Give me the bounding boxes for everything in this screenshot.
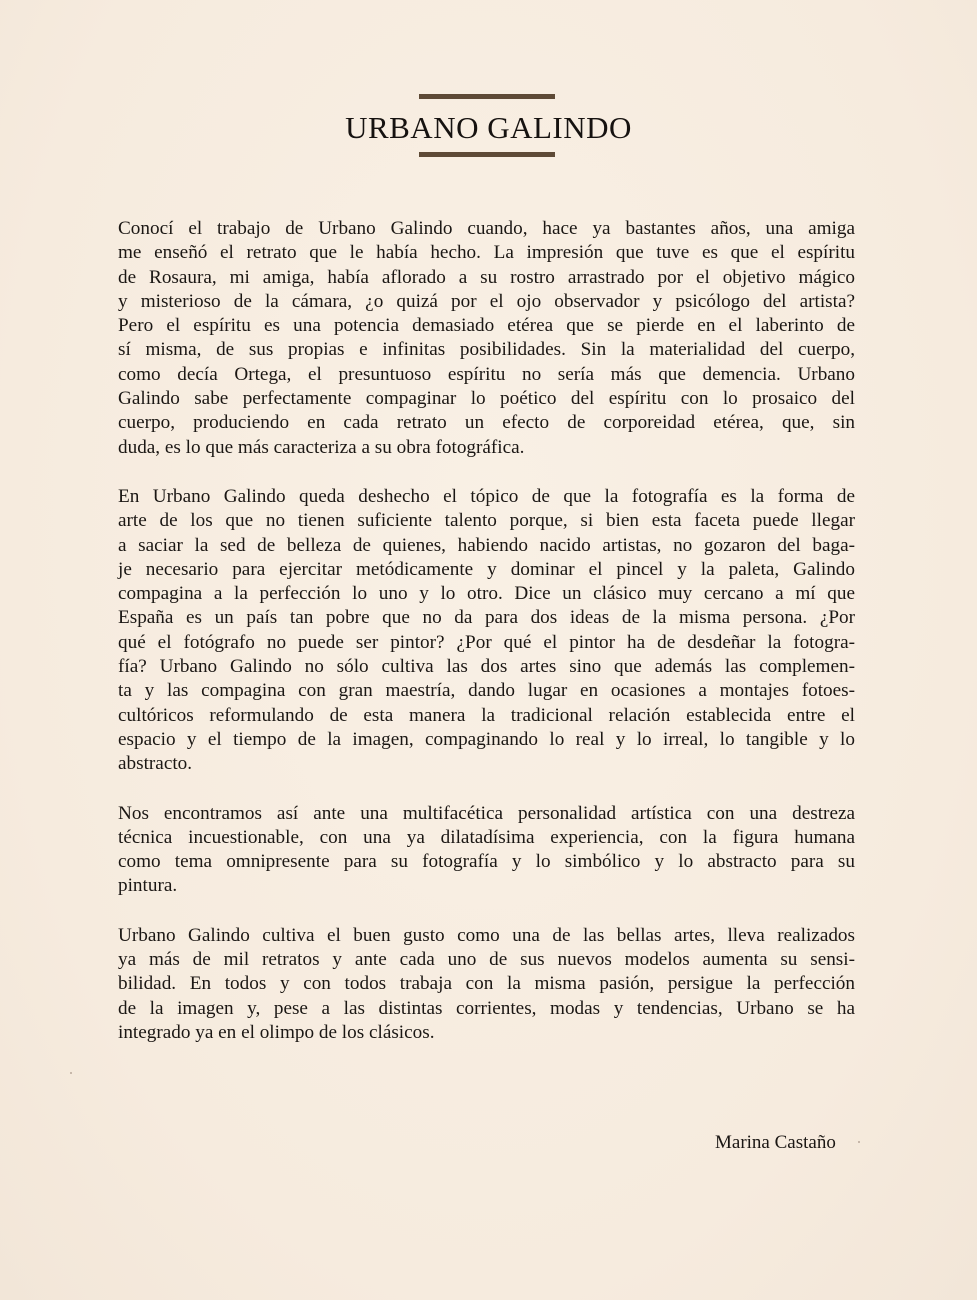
paragraph <box>118 217 855 460</box>
text-line: fía? Urbano Galindo no sólo cultiva las dos artes sino que además las complemen- <box>118 656 855 678</box>
paragraph <box>118 485 855 777</box>
paragraph <box>118 802 855 899</box>
text-line: arte de los que no tienen suficiente talento porque, si bien esta faceta puede llegar <box>118 510 855 532</box>
page-title: URBANO GALINDO <box>345 110 632 145</box>
text-line: cultóricos reformulando de esta manera la tradicional relación establecida entre el <box>118 704 855 726</box>
text-line: técnica incuestionable, con una ya dilatadísima experiencia, con la figura humana <box>118 826 855 848</box>
text-line: cuerpo, produciendo en cada retrato un efecto de corporeidad etérea, que, sin <box>118 412 855 434</box>
text-line: de la imagen y, pese a las distintas corrientes, modas y tendencias, Urbano se ha <box>118 997 855 1019</box>
text-line: Pero el espíritu es una potencia demasiado etérea que se pierde en el laberinto de <box>118 315 855 337</box>
text-line: En Urbano Galindo queda deshecho el tópico de que la fotografía es la forma de <box>118 485 855 507</box>
text-line: como tema omnipresente para su fotografía y lo simbólico y lo abstracto para su <box>118 851 855 873</box>
title-rule-top <box>419 94 555 99</box>
text-line: compagina a la perfección lo uno y lo otro. Dice un clásico muy cercano a mí que <box>118 583 855 605</box>
title-rule-bottom <box>419 152 555 157</box>
text-line: a saciar la sed de belleza de quienes, habiendo nacido artistas, no gozaron del baga- <box>118 534 855 556</box>
text-line: Galindo sabe perfectamente compaginar lo poético del espíritu con lo prosaico del <box>118 388 855 410</box>
text-line: duda, es lo que más caracteriza a su obra fotográfica. <box>118 436 525 458</box>
text-line: ya más de mil retratos y ante cada uno de sus nuevos modelos aumenta su sensi- <box>118 949 855 971</box>
text-line: como decía Ortega, el presuntuoso espíritu no sería más que demencia. Urbano <box>118 363 855 385</box>
text-line: Urbano Galindo cultiva el buen gusto como una de las bellas artes, lleva realizados <box>118 924 855 946</box>
paragraph <box>118 924 855 1045</box>
text-line: y misterioso de la cámara, ¿o quizá por el ojo observador y psicólogo del artista? <box>118 290 855 312</box>
text-line: integrado ya en el olimpo de los clásicos. <box>118 1021 435 1043</box>
text-line: pintura. <box>118 875 178 897</box>
text-line: ta y las compagina con gran maestría, dando lugar en ocasiones a montajes fotoes- <box>118 680 855 702</box>
essay-body <box>118 217 855 1070</box>
paper-speck <box>858 1141 860 1143</box>
text-line: me enseñó el retrato que le había hecho. La impresión que tuve es que el espíritu <box>118 242 855 264</box>
text-line: bilidad. En todos y con todos trabaja con la misma pasión, persigue la perfección <box>118 973 855 995</box>
text-line: Nos encontramos así ante una multifacética personalidad artística con una destreza <box>118 802 855 824</box>
text-line: espacio y el tiempo de la imagen, compaginando lo real y lo irreal, lo tangible y lo <box>118 728 855 750</box>
text-line: abstracto. <box>118 753 193 775</box>
text-line: je necesario para ejercitar metódicamente y dominar el pincel y la paleta, Galindo <box>118 558 855 580</box>
author-signature: Marina Castaño <box>715 1132 836 1153</box>
paper-speck <box>70 1072 72 1074</box>
text-line: España es un país tan pobre que no da para dos ideas de la misma persona. ¿Por <box>118 607 855 629</box>
text-line: de Rosaura, mi amiga, había aflorado a su rostro arrastrado por el objetivo mágico <box>118 266 855 288</box>
text-line: qué el fotógrafo no puede ser pintor? ¿Por qué el pintor ha de desdeñar la fotogra- <box>118 631 855 653</box>
text-line: Conocí el trabajo de Urbano Galindo cuando, hace ya bastantes años, una amiga <box>118 218 855 239</box>
text-line: sí misma, de sus propias e infinitas posibilidades. Sin la materialidad del cuerpo, <box>118 339 855 361</box>
